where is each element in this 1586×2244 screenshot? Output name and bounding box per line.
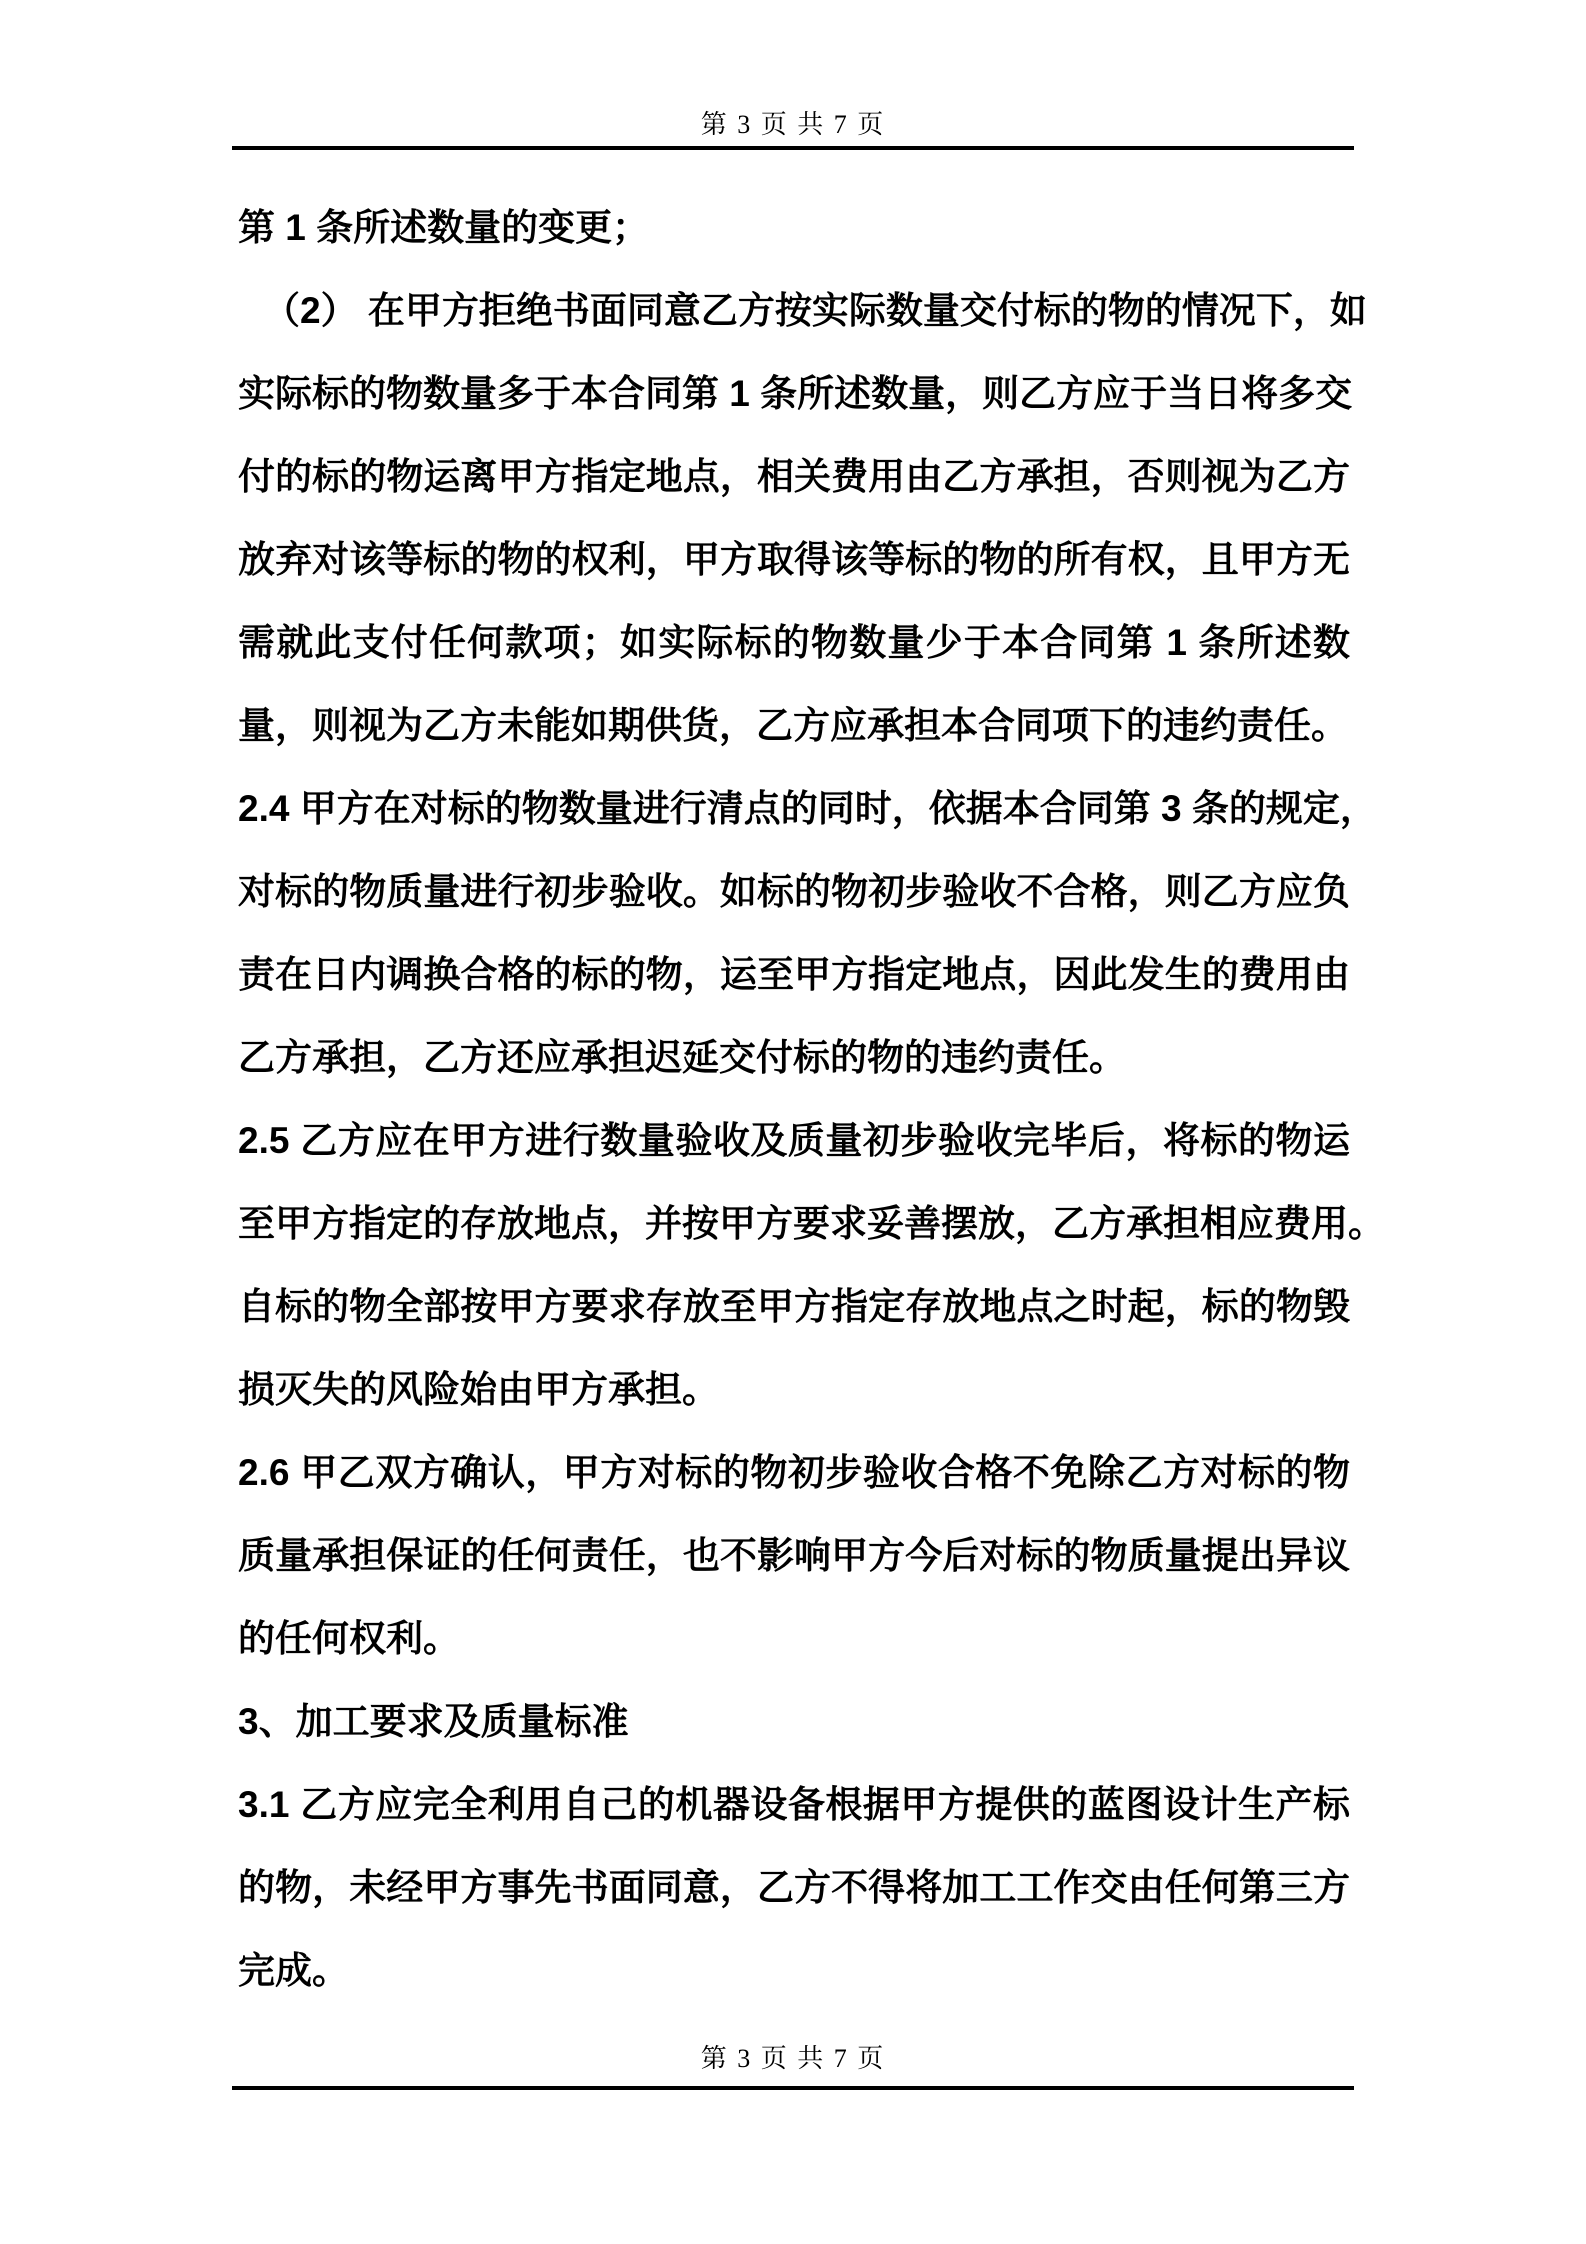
- body-line: 乙方承担，乙方还应承担迟延交付标的物的违约责任。: [238, 1037, 1126, 1078]
- body-line: 自标的物全部按甲方要求存放至甲方指定存放地点之时起，标的物毁: [238, 1286, 1350, 1327]
- body-line: （2） 在甲方拒绝书面同意乙方按实际数量交付标的物的情况下，如: [263, 290, 1367, 331]
- body-line: 质量承担保证的任何责任，也不影响甲方今后对标的物质量提出异议: [238, 1535, 1350, 1576]
- body-line: 需就此支付任何款项；如实际标的物数量少于本合同第 1 条所述数: [238, 622, 1350, 663]
- body-line: 3、加工要求及质量标准: [238, 1701, 629, 1742]
- footer-rule: [232, 2086, 1354, 2090]
- footer-page-indicator: 第 3 页 共 7 页: [700, 2044, 886, 2073]
- body-line: 完成。: [238, 1950, 349, 1991]
- body-line: 至甲方指定的存放地点，并按甲方要求妥善摆放，乙方承担相应费用。: [238, 1203, 1385, 1244]
- body-line: 3.1 乙方应完全利用自己的机器设备根据甲方提供的蓝图设计生产标: [238, 1784, 1350, 1825]
- body-line: 付的标的物运离甲方指定地点，相关费用由乙方承担，否则视为乙方: [238, 456, 1350, 497]
- body-line: 损灭失的风险始由甲方承担。: [238, 1369, 719, 1410]
- header-page-indicator: 第 3 页 共 7 页: [700, 110, 886, 139]
- document-body: [238, 186, 1385, 2012]
- body-line: 责在日内调换合格的标的物，运至甲方指定地点，因此发生的费用由: [238, 954, 1350, 995]
- header-rule: [232, 146, 1354, 150]
- body-line: 2.4 甲方在对标的物数量进行清点的同时，依据本合同第 3 条的规定，: [238, 788, 1377, 829]
- body-line: 的物，未经甲方事先书面同意，乙方不得将加工工作交由任何第三方: [238, 1867, 1350, 1908]
- body-line: 2.5 乙方应在甲方进行数量验收及质量初步验收完毕后，将标的物运: [238, 1120, 1350, 1161]
- body-line: 对标的物质量进行初步验收。如标的物初步验收不合格，则乙方应负: [238, 871, 1350, 912]
- body-line: 2.6 甲乙双方确认，甲方对标的物初步验收合格不免除乙方对标的物: [238, 1452, 1350, 1493]
- body-line: 的任何权利。: [238, 1618, 460, 1659]
- body-line: 第 1 条所述数量的变更；: [238, 207, 650, 248]
- body-line: 量，则视为乙方未能如期供货，乙方应承担本合同项下的违约责任。: [238, 705, 1348, 746]
- body-line: 放弃对该等标的物的权利，甲方取得该等标的物的所有权，且甲方无: [238, 539, 1350, 580]
- body-line: 实际标的物数量多于本合同第 1 条所述数量，则乙方应于当日将多交: [238, 373, 1353, 414]
